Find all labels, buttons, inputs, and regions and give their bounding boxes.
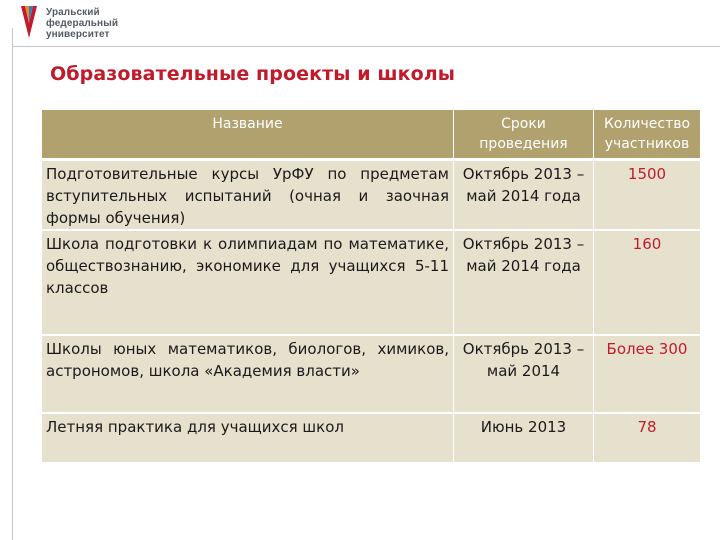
table-row bbox=[42, 336, 700, 414]
row-count: 160 bbox=[593, 231, 700, 336]
row-name: Школы юных математиков, биологов, химиков, астрономов, школа «Академия власти» bbox=[42, 336, 453, 414]
row-name: Летняя практика для учащихся школ bbox=[42, 414, 453, 464]
ufu-emblem-icon bbox=[20, 5, 38, 39]
row-name: Подготовительные курсы УрФУ по предметам вступительных испытаний (очная и заочная формы обучения) bbox=[42, 161, 453, 231]
logo-line-1: Уральский bbox=[46, 7, 100, 18]
row-count: 1500 bbox=[593, 161, 700, 231]
projects-table bbox=[42, 110, 700, 464]
logo-line-3: университет bbox=[46, 29, 110, 40]
row-dates: Октябрь 2013 – май 2014 bbox=[453, 336, 593, 414]
horizontal-divider bbox=[12, 46, 720, 47]
row-dates: Октябрь 2013 – май 2014 года bbox=[453, 161, 593, 231]
university-logo bbox=[20, 5, 118, 43]
table-header-row bbox=[42, 110, 700, 161]
header-dates: Сроки проведения bbox=[453, 110, 593, 161]
header-count: Количество участников bbox=[593, 110, 700, 161]
row-dates: Октябрь 2013 – май 2014 года bbox=[453, 231, 593, 336]
row-count: 78 bbox=[593, 414, 700, 464]
row-count: Более 300 bbox=[593, 336, 700, 414]
table-row bbox=[42, 161, 700, 231]
logo-line-2: федеральный bbox=[46, 18, 119, 29]
row-name: Школа подготовки к олимпиадам по математике, обществознанию, экономике для учащихся 5-11 классов bbox=[42, 231, 453, 336]
university-name bbox=[46, 7, 118, 40]
table-row bbox=[42, 231, 700, 336]
table-row bbox=[42, 414, 700, 464]
header-name: Название bbox=[42, 110, 453, 161]
vertical-divider bbox=[12, 28, 13, 540]
page-title: Образовательные проекты и школы bbox=[50, 63, 456, 85]
row-dates: Июнь 2013 bbox=[453, 414, 593, 464]
